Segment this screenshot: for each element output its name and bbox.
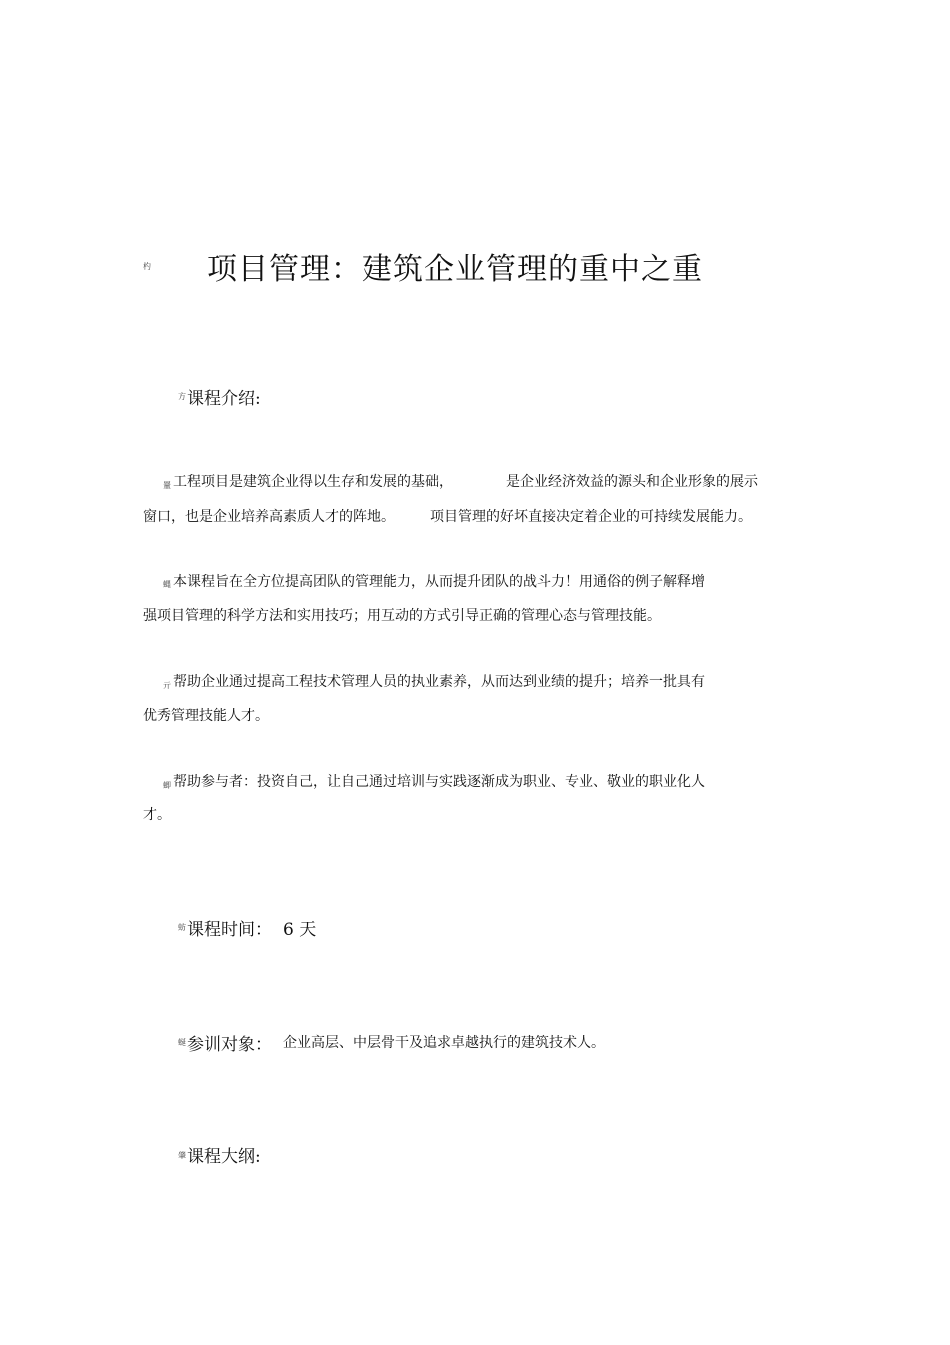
paragraph-2-line-1: 本课程旨在全方位提高团队的管理能力，从而提升团队的战斗力！用通俗的例子解释增 xyxy=(173,574,705,590)
paragraph-1-line-2a: 窗口，也是企业培养高素质人才的阵地。 xyxy=(143,509,395,525)
paragraph-1-line-1a: 工程项目是建筑企业得以生存和发展的基础， xyxy=(173,474,453,490)
audience-value: 企业高层、中层骨干及追求卓越执行的建筑技术人。 xyxy=(283,1035,605,1051)
paragraph-1-mark: 罿 xyxy=(163,481,171,490)
paragraph-4-mark: 蝍 xyxy=(163,781,171,790)
duration-value: 6 天 xyxy=(283,920,317,940)
duration-mark: 蚄 xyxy=(178,923,186,932)
paragraph-3-line-1: 帮助企业通过提高工程技术管理人员的执业素养，从而达到业绩的提升；培养一批具有 xyxy=(173,674,705,690)
intro-heading: 课程介绍: xyxy=(187,389,261,409)
paragraph-4-line-2: 才。 xyxy=(143,807,171,823)
outline-heading: 课程大纲: xyxy=(187,1147,261,1167)
paragraph-3-mark: 亓 xyxy=(163,681,171,690)
intro-mark: 方 xyxy=(178,392,186,401)
paragraph-2-line-2: 强项目管理的科学方法和实用技巧；用互动的方式引导正确的管理心态与管理技能。 xyxy=(143,608,661,624)
paragraph-2-mark: 蝿 xyxy=(163,580,171,589)
audience-label: 参训对象： xyxy=(187,1035,272,1055)
paragraph-3-line-2: 优秀管理技能人才。 xyxy=(143,708,269,724)
audience-mark: 蜒 xyxy=(178,1038,186,1047)
outline-mark: 肇 xyxy=(178,1151,186,1160)
paragraph-1-line-2b: 项目管理的好坏直接决定着企业的可持续发展能力。 xyxy=(430,509,752,525)
paragraph-1-line-1b: 是企业经济效益的源头和企业形象的展示 xyxy=(506,474,758,490)
page-title: 项目管理：建筑企业管理的重中之重 xyxy=(207,252,703,287)
title-mark: 杓 xyxy=(143,262,151,271)
paragraph-4-line-1: 帮助参与者：投资自己，让自己通过培训与实践逐渐成为职业、专业、敬业的职业化人 xyxy=(173,774,705,790)
duration-label: 课程时间： xyxy=(187,920,272,940)
